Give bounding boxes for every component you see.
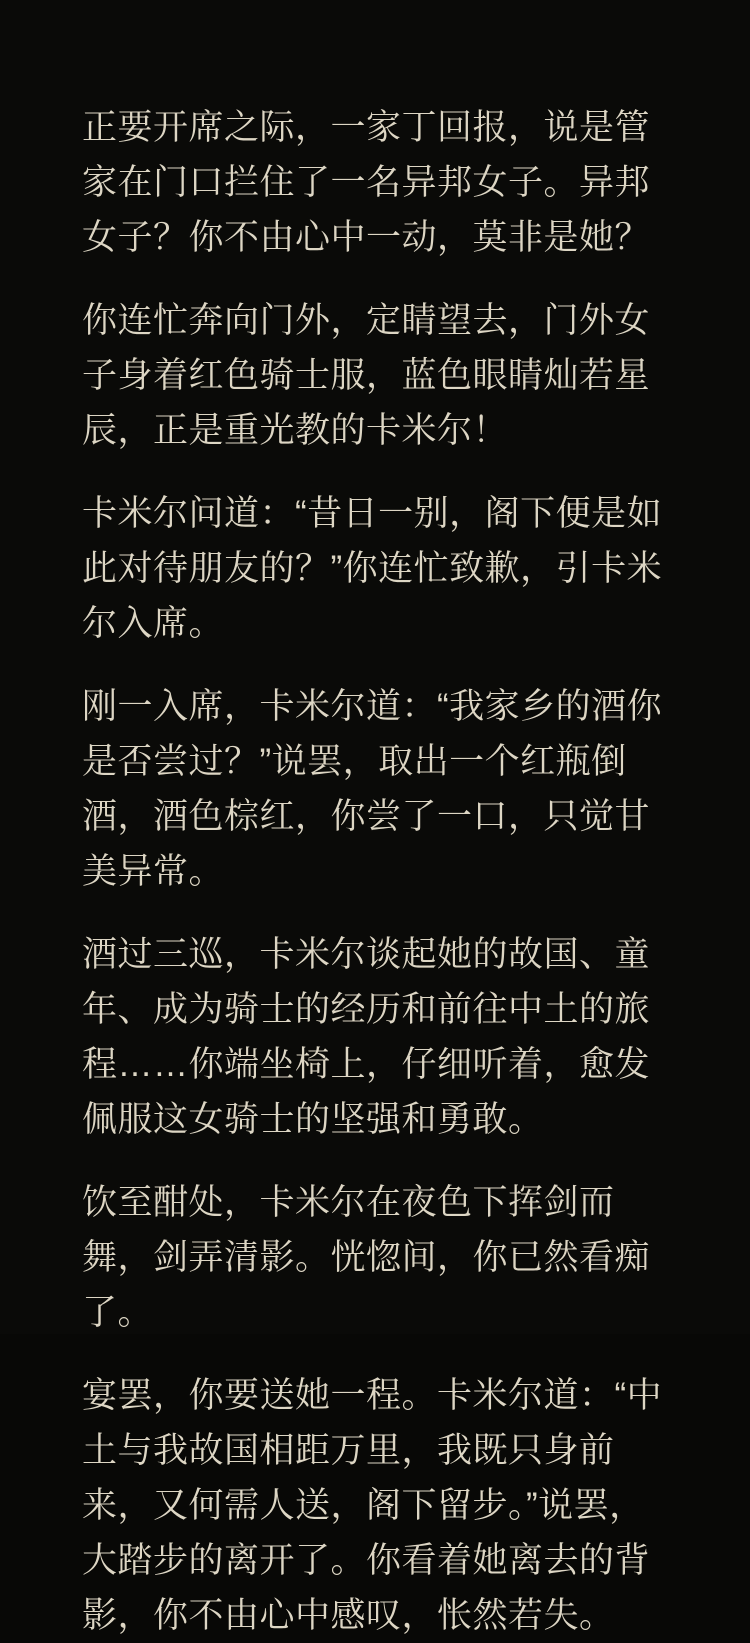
story-paragraph: 宴罢，你要送她一程。卡米尔道：“中土与我故国相距万里，我既只身前来，又何需人送，阁下留步。”说罢，大踏步的离开了。你看着她离去的背影，你不由心中感叹，怅然若失。 bbox=[82, 1376, 663, 1635]
story-paragraph: 你连忙奔向门外，定睛望去，门外女子身着红色骑士服，蓝色眼睛灿若星辰，正是重光教的卡米尔！ bbox=[82, 301, 651, 450]
story-paragraph: 正要开席之际，一家丁回报，说是管家在门口拦住了一名异邦女子。异邦女子？你不由心中一动，莫非是她？ bbox=[82, 108, 651, 257]
story-paragraph: 酒过三巡，卡米尔谈起她的故国、童年、成为骑士的经历和前往中土的旅程……你端坐椅上，仔细听着，愈发佩服这女骑士的坚强和勇敢。 bbox=[82, 935, 651, 1139]
story-paragraph: 饮至酣处，卡米尔在夜色下挥剑而舞，剑弄清影。恍惚间，你已然看痴了。 bbox=[82, 1183, 651, 1332]
story-paragraph: 刚一入席，卡米尔道：“我家乡的酒你是否尝过？”说罢，取出一个红瓶倒酒，酒色棕红，你尝了一口，只觉甘美异常。 bbox=[82, 687, 663, 891]
story-paragraph: 卡米尔问道：“昔日一别，阁下便是如此对待朋友的？”你连忙致歉，引卡米尔入席。 bbox=[82, 494, 663, 643]
